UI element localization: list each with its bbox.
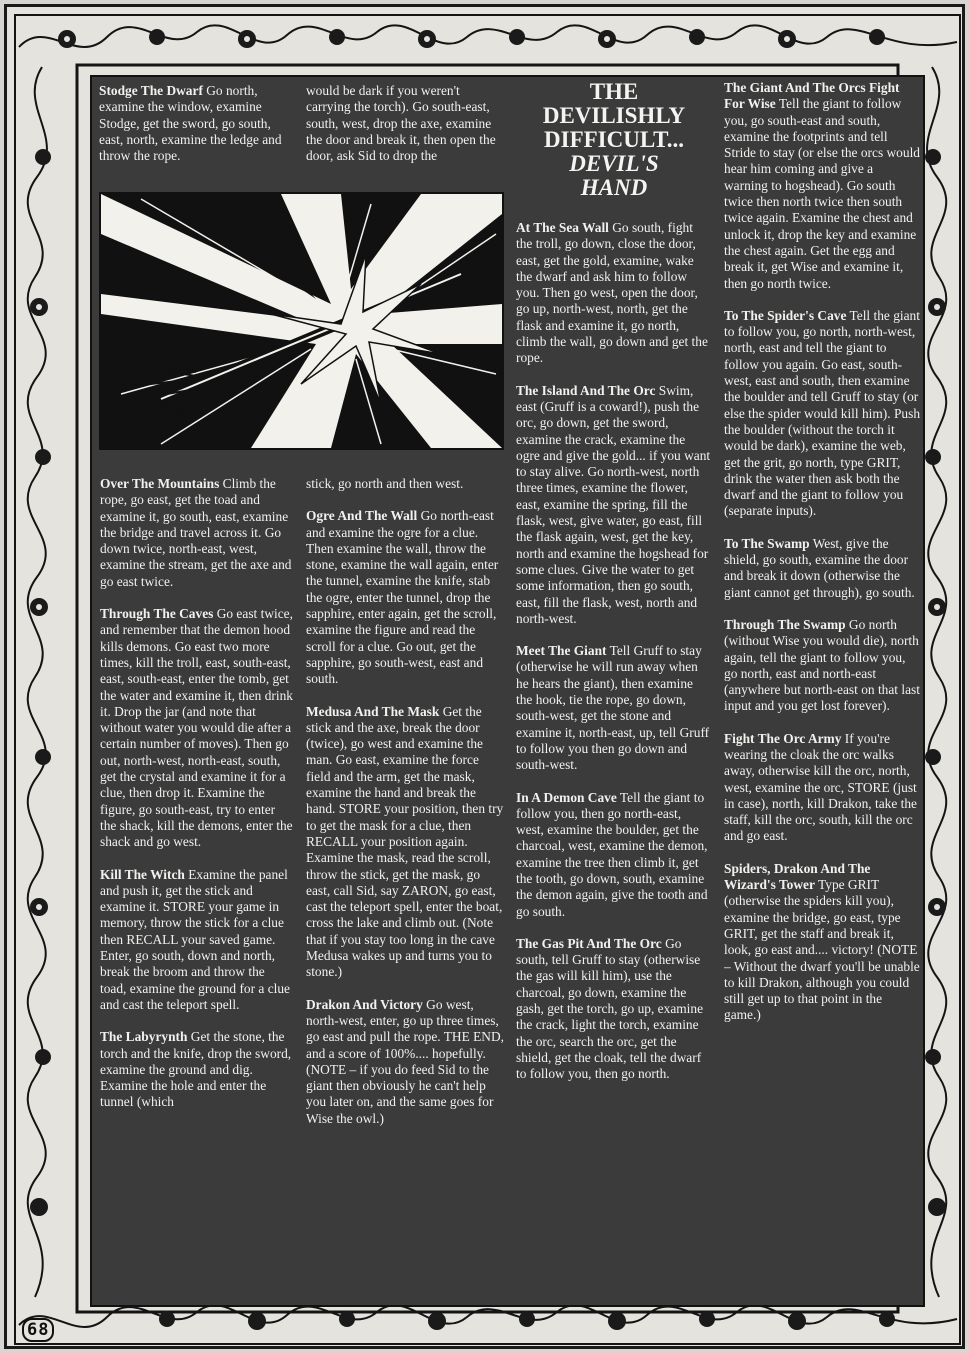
section-text: Go north (without Wise you would die), north again, tell the giant to follow you, go north, east and north-east (anywhere but north-east on that last input and you get lost forever). <box>724 616 920 714</box>
section-text: Tell the giant to follow you, go south-east and south, examine the footprints and tell Stride to stay (or else the orcs would hear him coming and give a warning to hogshead). Go south twice then north twice then south twice again. Examine the chest and unlock it, drop the key and examine the chest again. Get the egg and break it, get Wise and examine it, then go north twice. <box>724 96 920 291</box>
column-1 <box>100 476 294 1111</box>
section-heading: To The Spider's Cave <box>724 307 847 323</box>
section-text: Tell the giant to follow you, go north, north-west, north, east and tell the giant to follow you again. Go east, south-west, east and south, then examine the boulder and tell Gruff to stay (or else the spider would kill him). Push the boulder (without the torch it would be dark), examine the web, get the grit, go north, type GRIT, drink the water then ask both the dwarf and the giant to follow you (separate inputs). <box>724 307 921 519</box>
title-line: DEVILISHLY <box>542 103 686 128</box>
broom-illustration <box>99 192 504 450</box>
title-line: THE <box>589 79 639 104</box>
section-heading: In A Demon Cave <box>516 789 617 805</box>
section-heading: The Labyrynth <box>100 1029 188 1045</box>
title-subtitle-line: HAND <box>580 175 648 200</box>
page-number: 68 <box>22 1318 54 1342</box>
section-text: Go south, fight the troll, go down, close the door, east, get the gold, examine, wake the dwarf and ask him to follow you. Then go west, open the door, go up, north-west, north, get the flask and examine it, go north, climb the wall, go down and get the rope. <box>516 220 708 366</box>
section-text: would be dark if you weren't carrying the torch). Go south-east, south, west, drop the axe, examine the door and break it, then open the door, ask Sid to drop the <box>306 83 496 164</box>
section-heading: Through The Swamp <box>724 616 846 632</box>
section-text: Go north-east and examine the ogre for a clue. Then examine the wall, throw the stone, examine the wall again, enter the tunnel, examine the knife, stab the ogre, enter the tunnel, drop the sapphire, enter again, get the scroll, examine the figure and read the scroll for a clue. Go out, get the sapphire, go south-west, east and south. <box>306 508 499 687</box>
section-text: Climb the rope, go east, get the toad and examine it, go south, east, examine the bridge and travel across it. Go down twice, north-east, west, examine the stream, get the axe and go east twice. <box>100 476 292 589</box>
section-text: Swim, east (Gruff is a coward!), push the orc, go down, get the sword, examine the crack, examine the ogre and give the gold... if you want to stay alive. Go north-west, north three times, examine the flower, east, examine the spring, fill the flask, west, give water, go east, fill the flask again, west, get the key, north and examine the hogshead for some clues. Give the water to get some information, then go south, east, fill the flask, west, north and north-west. <box>516 382 711 626</box>
column-4 <box>724 80 920 1024</box>
section-text: Tell Gruff to stay (otherwise he will run away when he hears the giant), then examine the hook, tie the rope, go down, south-west, get the stone and examine it, north-east, up, tell Gruff to follow you then go down and south-west. <box>516 643 710 773</box>
section-text: Go west, north-west, enter, go up three times, go east and pull the rope. THE END, and a score of 100%.... hopefully. (NOTE – if you do feed Sid to the giant then obviously he can't help you later on, and the same goes for Wise the owl.) <box>306 996 504 1126</box>
column-2 <box>306 476 506 1127</box>
section-text: stick, go north and then west. <box>306 476 464 491</box>
section-heading: Over The Mountains <box>100 476 220 491</box>
section-heading: At The Sea Wall <box>516 220 609 235</box>
section-heading: Spiders, Drakon And The Wizard's Tower <box>724 860 871 893</box>
section-heading: Drakon And Victory <box>306 996 423 1012</box>
section-text: Examine the panel and push it, get the stick and examine it. STORE your game in memory, throw the stick for a clue then RECALL your saved game. Enter, go south, down and north, break the broom and throw the toad, examine the ground for a clue and cast the teleport spell. <box>100 866 290 1012</box>
section-heading: Medusa And The Mask <box>306 703 440 719</box>
page-title <box>516 80 712 200</box>
title-subtitle-line: DEVIL'S <box>569 151 659 176</box>
section-heading: Ogre And The Wall <box>306 508 418 524</box>
section-heading: The Giant And The Orcs Fight For Wise <box>724 80 900 112</box>
section-text: Get the stick and the axe, break the door (twice), go west and examine the man. Go east, examine the force field and the arm, get the mask, examine the hand and break the hand. STORE your position, then try to get the mask for a clue, then RECALL your position again. Examine the mask, read the scroll, throw the stick, get the mask, go east, call Sid, say ZARON, go east, cast the teleport spell, enter the boat, cross the lake and climb out. (Note that if you stay too long in the cave Medusa wakes up and turns you to stone.) <box>306 703 504 980</box>
section-text: Type GRIT (otherwise the spiders kill you), examine the bridge, go east, type GRIT, get the staff and break it, look, go east and.... victory! (NOTE – Without the dwarf you'll be unable to kill Drakon, although you could still get up to that point in the game.) <box>724 877 920 1023</box>
section-text: Go north, examine the window, examine Stodge, get the sword, go south, east, north, examine the ledge and throw the rope. <box>99 83 282 164</box>
broom-starburst-woodcut-icon <box>101 194 502 448</box>
section-text: Go east twice, and remember that the demon hood kills demons. Go east two more times, kill the troll, east, south-east, east, south-east, enter the tomb, get the water and examine it, then drink it. Drop the jar (and note that without water you would die after a certain number of moves). Then go out, north-west, north-east, south, get the crystal and examine it for a clue, then drop it. Examine the figure, go south-east, try to enter the shack, kill the demons, enter the shack and go west. <box>100 606 293 850</box>
section-text: Get the stone, the torch and the knife, drop the sword, examine the ground and dig. Examine the hole and enter the tunnel (which <box>100 1029 292 1110</box>
title-line: DIFFICULT... <box>544 127 684 152</box>
section-heading: To The Swamp <box>724 535 810 551</box>
section-text: Tell the giant to follow you, then go north-east, west, examine the boulder, get the charcoal, west, examine the demon, examine the tree then climb it, get the tooth, go down, south, examine the demon again, give the tooth and go south. <box>516 789 708 919</box>
section-heading: Through The Caves <box>100 606 214 622</box>
section-heading: Meet The Giant <box>516 643 607 659</box>
section-heading: Kill The Witch <box>100 866 185 882</box>
section-heading: Stodge The Dwarf <box>99 83 203 98</box>
column-2-top <box>306 83 506 164</box>
section-heading: The Gas Pit And The Orc <box>516 935 662 951</box>
section-text: West, give the shield, go south, examine the door and break it down (otherwise the giant cannot get through), go south. <box>724 535 915 600</box>
section-text: If you're wearing the cloak the orc walks away, otherwise kill the orc, north, west, examine the orc, STORE (just in case), north, kill Drakon, take the staff, kill the orc, south, kill the orc and go east. <box>724 730 917 844</box>
section-text: Go south, tell Gruff to stay (otherwise the gas will kill him), use the charcoal, go down, examine the gash, get the torch, go up, examine the crack, light the torch, examine the orc, search the orc, get the shield, get the cloak, tell the dwarf to follow you, then go north. <box>516 935 704 1082</box>
column-3 <box>516 80 712 1083</box>
section-heading: Fight The Orc Army <box>724 730 842 746</box>
column-1-top <box>99 83 295 164</box>
section-heading: The Island And The Orc <box>516 382 656 398</box>
